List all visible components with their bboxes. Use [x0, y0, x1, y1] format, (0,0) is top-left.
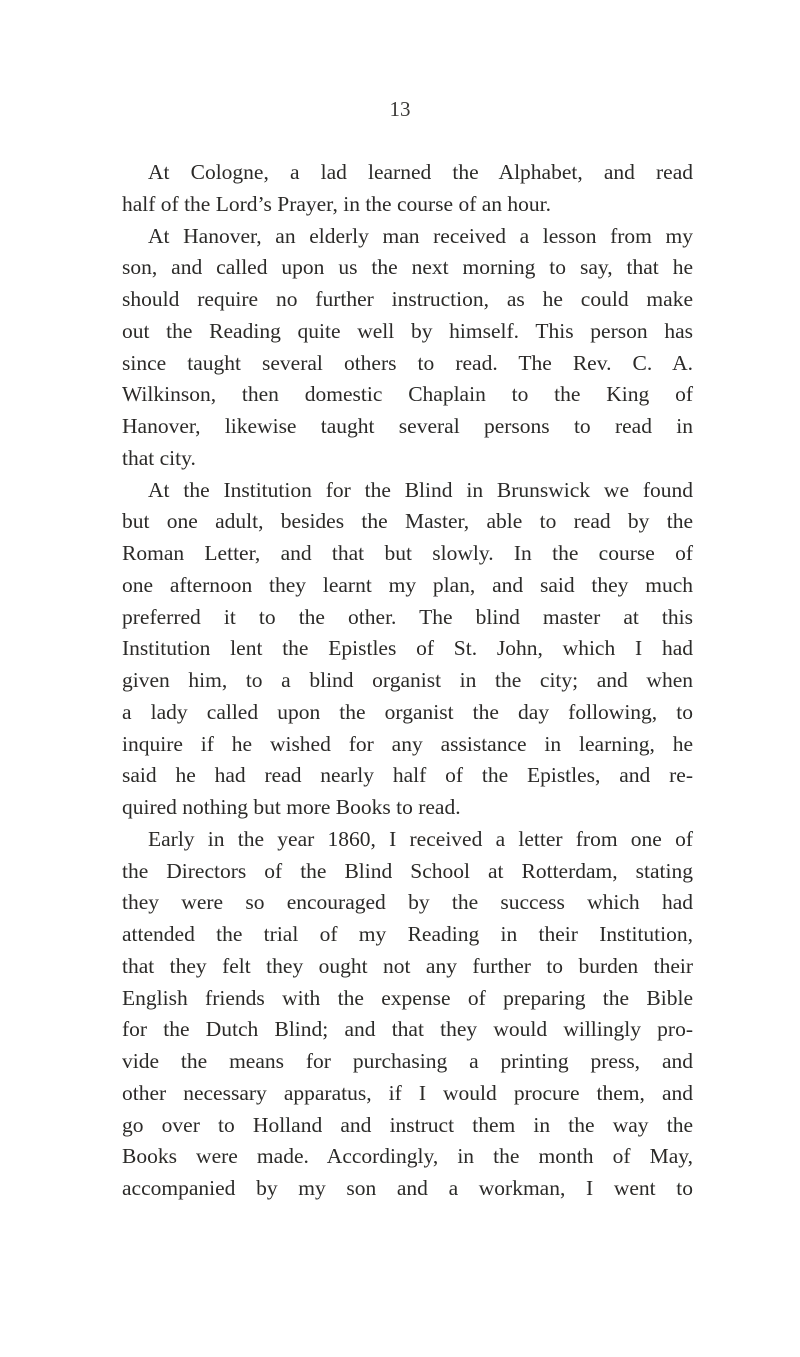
text-line: the Directors of the Blind School at Rotterdam, stating — [122, 858, 693, 883]
text-line: At Hanover, an elderly man received a lesson from my — [148, 223, 693, 248]
text-line: but one adult, besides the Master, able to read by the — [122, 509, 693, 534]
text-line: English friends with the expense of preparing the Bible — [122, 985, 693, 1010]
text-line: half of the Lord’s Prayer, in the course of an hour. — [122, 191, 552, 216]
text-line: go over to Holland and instruct them in the way the — [122, 1112, 693, 1137]
text-line: Roman Letter, and that but slowly. In the course of — [122, 541, 693, 565]
text-line: vide the means for purchasing a printing press, and — [122, 1049, 693, 1073]
text-line: Hanover, likewise taught several persons to read in — [122, 414, 693, 438]
text-line: said he had read nearly half of the Epistles, and re- — [122, 763, 693, 788]
text-line: Institution lent the Epistles of St. John, which I had — [122, 636, 693, 661]
text-line: attended the trial of my Reading in their Institution, — [122, 922, 693, 946]
text-line: a lady called upon the organist the day following, to — [122, 699, 693, 724]
text-line: since taught several others to read. The Rev. C. A. — [122, 350, 693, 375]
text-line: given him, to a blind organist in the city; and when — [122, 668, 693, 692]
text-line: one afternoon they learnt my plan, and said they much — [122, 572, 693, 597]
page-number: 13 — [389, 97, 411, 121]
text-line: At Cologne, a lad learned the Alphabet, and read — [148, 160, 693, 184]
text-line: Wilkinson, then domestic Chaplain to the King of — [122, 382, 693, 407]
text-line: that they felt they ought not any further to burden their — [122, 953, 693, 978]
text-line: for the Dutch Blind; and that they would willingly pro- — [122, 1017, 693, 1042]
text-line: preferred it to the other. The blind master at this — [122, 604, 693, 629]
text-line: they were so encouraged by the success which had — [122, 890, 693, 915]
text-line: son, and called upon us the next morning to say, that he — [122, 255, 693, 280]
text-line: accompanied by my son and a workman, I went to — [122, 1176, 693, 1200]
text-line: inquire if he wished for any assistance in learning, he — [122, 731, 693, 756]
text-line: At the Institution for the Blind in Brunswick we found — [148, 477, 693, 502]
body-text — [122, 157, 693, 1205]
text-line: out the Reading quite well by himself. This person has — [122, 318, 693, 343]
text-line: should require no further instruction, as he could make — [122, 287, 693, 311]
text-line: Early in the year 1860, I received a letter from one of — [148, 826, 693, 851]
text-line: Books were made. Accordingly, in the month of May, — [122, 1144, 693, 1169]
text-line: quired nothing but more Books to read. — [122, 795, 461, 819]
text-line: that city. — [122, 445, 196, 470]
text-line: other necessary apparatus, if I would procure them, and — [122, 1080, 693, 1105]
